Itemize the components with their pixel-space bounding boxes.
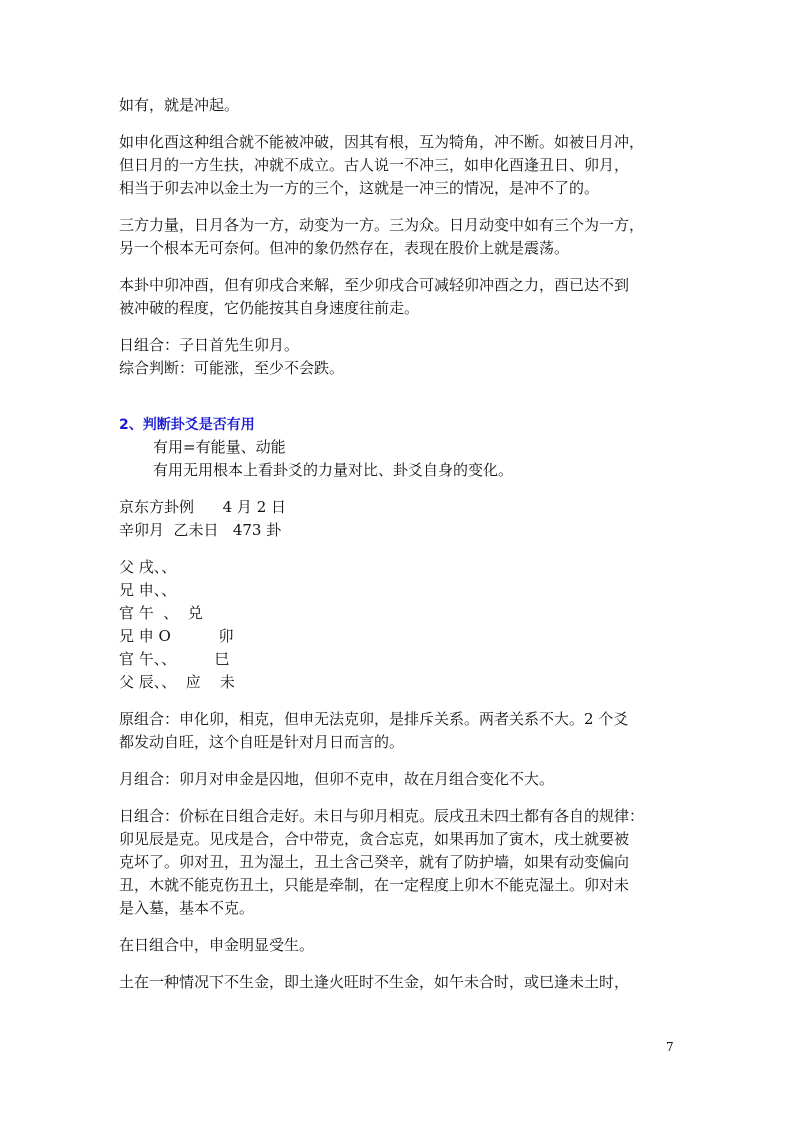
text-line: 综合判断：可能涨，至少不会跌。 bbox=[119, 359, 345, 377]
hexagram-line: 父 戌、、 bbox=[119, 558, 177, 576]
hexagram-line: 官 午 、 兑 bbox=[119, 604, 203, 622]
text-line: 被冲破的程度，它仍能按其自身速度往前走。 bbox=[119, 299, 420, 317]
text-line: 在日组合中，申金明显受生。 bbox=[119, 936, 315, 954]
text-line: 有用无用根本上看卦爻的力量对比、卦爻自身的变化。 bbox=[153, 461, 514, 479]
hexagram-lines bbox=[119, 556, 679, 694]
text-line: 本卦中卯冲酉，但有卯戌合来解，至少卯戌合可减轻卯冲酉之力，酉已达不到 bbox=[119, 276, 630, 294]
text-line: 三方力量，日月各为一方，动变为一方。三为众。日月动变中如有三个为一方， bbox=[119, 216, 645, 234]
text-line: 日组合：子日首先生卯月。 bbox=[119, 336, 300, 354]
paragraph-10 bbox=[119, 971, 679, 994]
page-number: 7 bbox=[666, 1040, 674, 1054]
text-line: 如有，就是冲起。 bbox=[119, 96, 240, 114]
text-line: 另一个根本无可奈何。但冲的象仍然存在，表现在股价上就是震荡。 bbox=[119, 239, 570, 257]
text-line: 卯见辰是克。见戌是合，合中带克，贪合忘克，如果再加了寅木，戌土就要被 bbox=[119, 830, 630, 848]
text-line: 如申化酉这种组合就不能被冲破，因其有根，互为犄角，冲不断。如被日月冲， bbox=[119, 133, 645, 151]
text-line: 丑，木就不能克伤丑土，只能是牵制，在一定程度上卯木不能克湿土。卯对未 bbox=[119, 876, 630, 894]
paragraph-2 bbox=[119, 131, 679, 200]
hexagram-line: 官 午、、 巳 bbox=[119, 650, 230, 668]
text-line: 原组合：申化卯，相克，但申无法克卯，是排斥关系。两者关系不大。2 个爻 bbox=[119, 710, 629, 728]
section-subtext bbox=[119, 436, 679, 482]
paragraph-1 bbox=[119, 94, 679, 117]
text-line: 都发动自旺，这个自旺是针对月日而言的。 bbox=[119, 733, 405, 751]
text-line: 土在一种情况下不生金，即土逢火旺时不生金，如午未合时，或巳逢未土时， bbox=[119, 973, 630, 991]
hexagram-line: 兄 申、、 bbox=[119, 581, 177, 599]
text-line: 但日月的一方生扶，冲就不成立。古人说一不冲三，如申化酉逢丑日、卯月， bbox=[119, 156, 630, 174]
paragraph-4 bbox=[119, 274, 679, 320]
hexagram-line: 父 辰、、 应 未 bbox=[119, 673, 235, 691]
paragraph-3 bbox=[119, 214, 679, 260]
section-heading: 2、判断卦爻是否有用 bbox=[119, 417, 255, 433]
paragraph-5 bbox=[119, 334, 679, 380]
example-header bbox=[119, 496, 679, 542]
text-line: 京东方卦例 4 月 2 日 bbox=[119, 498, 287, 516]
text-line: 月组合：卯月对申金是囚地，但卯不克申，故在月组合变化不大。 bbox=[119, 770, 555, 788]
text-line: 日组合：价标在日组合走好。未日与卯月相克。辰戌丑未四土都有各自的规律： bbox=[119, 807, 645, 825]
paragraph-6 bbox=[119, 708, 679, 754]
hexagram-line: 兄 申 O 卯 bbox=[119, 627, 234, 645]
paragraph-9 bbox=[119, 934, 679, 957]
document-body bbox=[119, 94, 679, 994]
text-line: 有用=有能量、动能 bbox=[153, 438, 286, 456]
paragraph-8 bbox=[119, 805, 679, 920]
text-line: 相当于卯去冲以金土为一方的三个，这就是一冲三的情况，是冲不了的。 bbox=[119, 179, 600, 197]
text-line: 是入墓，基本不克。 bbox=[119, 899, 255, 917]
text-line: 克坏了。卯对丑，丑为湿土，丑土含己癸辛，就有了防护墙，如果有动变偏向 bbox=[119, 853, 630, 871]
paragraph-7 bbox=[119, 768, 679, 791]
text-line: 辛卯月 乙未日 473 卦 bbox=[119, 521, 282, 539]
